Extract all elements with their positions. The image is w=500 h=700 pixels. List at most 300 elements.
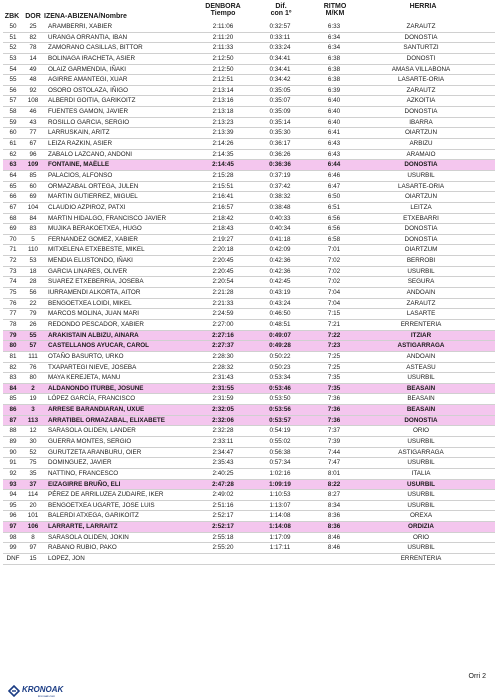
cell-name: URANGA ORRANTIA, IBAN [48, 33, 128, 41]
cell-dif: 0:43:24 [269, 299, 291, 307]
cell-name: MARTIN GUTIERREZ, MIGUEL [48, 193, 138, 201]
cell-dor: 56 [29, 289, 37, 297]
cell-ritmo: 6:46 [327, 171, 341, 179]
cell-dif: 1:09:19 [269, 480, 291, 488]
table-row [3, 458, 495, 469]
cell-time: 2:27:37 [212, 342, 234, 350]
cell-zbk: 66 [9, 193, 17, 201]
cell-dif: 0:53:46 [269, 384, 291, 392]
cell-zbk: 79 [9, 331, 17, 339]
cell-dif: 0:46:50 [269, 310, 291, 318]
cell-ritmo: 6:43 [327, 140, 341, 148]
cell-ritmo: 7:02 [327, 257, 341, 265]
cell-herria: DONOSTIA [404, 161, 438, 169]
cell-zbk: 57 [9, 97, 17, 105]
cell-ritmo: 8:46 [327, 533, 341, 541]
table-header [0, 2, 500, 22]
cell-dif: 0:41:18 [269, 235, 291, 243]
cell-time: 2:52:17 [212, 512, 234, 520]
table-row [3, 75, 495, 86]
cell-herria: ANDOAIN [406, 289, 436, 297]
cell-time: 2:21:33 [212, 299, 234, 307]
cell-herria: USURBIL [407, 480, 435, 488]
cell-zbk: 98 [9, 533, 17, 541]
cell-dor: 35 [29, 469, 37, 477]
cell-herria: ETXEBARRI [403, 214, 439, 222]
cell-time: 2:27:16 [212, 331, 234, 339]
cell-dor: 55 [29, 331, 37, 339]
cell-herria: DONOSTIA [404, 235, 438, 243]
cell-zbk: 82 [9, 363, 17, 371]
cell-dif: 0:38:48 [269, 203, 291, 211]
cell-name: LOPEZ, JON [48, 555, 85, 563]
cell-time: 2:13:23 [212, 118, 234, 126]
table-row [3, 256, 495, 267]
cell-herria: ANDOAIN [406, 352, 436, 360]
cell-time: 2:15:51 [212, 182, 234, 190]
cell-ritmo: 8:01 [327, 469, 341, 477]
cell-dif: 0:40:34 [269, 225, 291, 233]
cell-dif: 1:13:07 [269, 501, 291, 509]
cell-ritmo: 6:58 [327, 235, 341, 243]
kronoak-logo [8, 684, 68, 698]
cell-zbk: 97 [9, 523, 17, 531]
cell-herria: USURBIL [407, 544, 435, 552]
cell-ritmo: 6:39 [327, 86, 341, 94]
table-row [3, 128, 495, 139]
cell-ritmo: 6:40 [327, 97, 341, 105]
cell-dor: 97 [29, 544, 37, 552]
table-row [3, 245, 495, 256]
cell-name: FONTAINE, MAËLLE [48, 161, 110, 169]
cell-zbk: 72 [9, 257, 17, 265]
cell-ritmo: 6:34 [327, 33, 341, 41]
table-row [3, 394, 495, 405]
cell-dor: 14 [29, 54, 37, 62]
cell-time: 2:16:41 [212, 193, 234, 201]
cell-dif: 0:53:56 [269, 406, 291, 414]
cell-dor: 79 [29, 310, 37, 318]
cell-zbk: 68 [9, 214, 17, 222]
cell-dif: 1:10:53 [269, 491, 291, 499]
cell-herria: DONOSTIA [404, 33, 438, 41]
cell-name: LARRUSKAIN, ARITZ [48, 129, 110, 137]
cell-name: ALBERDI GOITIA, GARIKOITZ [48, 97, 136, 105]
cell-name: MARCOS MOLINA, JUAN MARI [48, 310, 139, 318]
cell-dor: 20 [29, 501, 37, 509]
cell-dor: 80 [29, 374, 37, 382]
cell-dif: 0:36:26 [269, 150, 291, 158]
cell-name: OSORO OSTOLAZA, IÑIGO [48, 86, 129, 94]
cell-zbk: 95 [9, 501, 17, 509]
cell-dif: 1:17:11 [269, 544, 291, 552]
cell-ritmo: 8:27 [327, 491, 341, 499]
cell-dif: 1:14:08 [269, 523, 291, 531]
cell-zbk: 86 [9, 406, 17, 414]
cell-herria: AMASA VILLABONA [391, 65, 451, 73]
cell-time: 2:40:25 [212, 469, 234, 477]
cell-time: 2:15:28 [212, 171, 234, 179]
table-row [3, 65, 495, 76]
cell-time: 2:20:54 [212, 278, 234, 286]
cell-zbk: 60 [9, 129, 17, 137]
cell-name: GURUTZETA ARANBURU, OIER [48, 448, 142, 456]
cell-ritmo: 6:41 [327, 129, 341, 137]
cell-zbk: 96 [9, 512, 17, 520]
table-row [3, 320, 495, 331]
cell-herria: SANTURTZI [403, 44, 439, 52]
cell-herria: DONOSTIA [404, 416, 438, 424]
cell-name: REDONDO PESCADOR, XABIER [48, 320, 144, 328]
cell-dif: 0:34:41 [269, 65, 291, 73]
cell-dif: 0:42:45 [269, 278, 291, 286]
cell-zbk: 50 [9, 23, 17, 30]
cell-dor: 104 [27, 203, 39, 211]
table-row [3, 384, 495, 395]
cell-ritmo: 8:46 [327, 544, 341, 552]
cell-herria: OIARTZUN [404, 129, 438, 137]
cell-ritmo: 7:36 [327, 416, 341, 424]
cell-zbk: 55 [9, 76, 17, 84]
cell-dor: 3 [31, 406, 35, 414]
cell-time: 2:34:47 [212, 448, 234, 456]
cell-dif: 0:37:19 [269, 171, 291, 179]
col-header-ritmo [310, 3, 360, 17]
logo-subtext: kronoak.com [38, 694, 56, 698]
cell-ritmo: 6:33 [327, 23, 341, 30]
cell-dor: 76 [29, 363, 37, 371]
cell-ritmo: 6:40 [327, 118, 341, 126]
cell-time: 2:13:16 [212, 97, 234, 105]
cell-name: DOMINGUEZ, JAVIER [48, 459, 112, 467]
cell-ritmo: 6:43 [327, 150, 341, 158]
col-header-dif-line1: Dif. [275, 3, 287, 10]
cell-herria: BEASAIN [406, 384, 436, 392]
cell-dor: 82 [29, 33, 37, 41]
cell-dif: 0:33:11 [269, 33, 291, 41]
col-header-ritmo-line1: RITMO [323, 3, 347, 10]
cell-zbk: 76 [9, 299, 17, 307]
table-row [3, 352, 495, 363]
cell-ritmo: 7:35 [327, 384, 341, 392]
cell-dif: 0:57:34 [269, 459, 291, 467]
cell-dif: 0:32:57 [269, 23, 291, 30]
table-row [3, 331, 495, 342]
cell-zbk: 56 [9, 86, 17, 94]
cell-dor: 83 [29, 225, 37, 233]
table-row [3, 341, 495, 352]
logo-text: KRONOAK [22, 685, 64, 694]
cell-name: LÓPEZ GARCÍA, FRANCISCO [48, 395, 136, 403]
cell-herria: ARAMAIO [406, 150, 436, 158]
cell-dor: 52 [29, 448, 37, 456]
cell-dif: 0:53:50 [269, 395, 291, 403]
cell-dif: 0:35:07 [269, 97, 291, 105]
cell-zbk: 59 [9, 118, 17, 126]
table-row [3, 490, 495, 501]
cell-name: RABANO RUBIO, PAKO [48, 544, 117, 552]
cell-dor: 69 [29, 193, 37, 201]
table-row [3, 267, 495, 278]
table-row [3, 543, 495, 554]
cell-zbk: 69 [9, 225, 17, 233]
cell-name: ZAMORANO CASILLAS, BITTOR [48, 44, 143, 52]
cell-dor: 96 [29, 150, 37, 158]
cell-ritmo: 8:36 [327, 512, 341, 520]
cell-dif: 1:17:09 [269, 533, 291, 541]
cell-zbk: DNF [6, 555, 20, 563]
cell-ritmo: 8:22 [327, 480, 341, 488]
cell-zbk: 89 [9, 437, 17, 445]
cell-zbk: 81 [9, 352, 17, 360]
cell-herria: ERRENTERIA [400, 555, 442, 563]
cell-ritmo: 6:44 [327, 161, 341, 169]
cell-ritmo: 8:36 [327, 523, 341, 531]
cell-dif: 0:56:38 [269, 448, 291, 456]
cell-name: SUAREZ ETXEBERRIA, JOSEBA [48, 278, 144, 286]
cell-herria: DONOSTI [406, 54, 436, 62]
cell-dor: 75 [29, 459, 37, 467]
cell-dif: 0:36:17 [269, 140, 291, 148]
cell-dif: 0:35:09 [269, 108, 291, 116]
cell-time: 2:32:28 [212, 427, 234, 435]
table-row [3, 299, 495, 310]
cell-herria: USURBIL [407, 459, 435, 467]
table-row [3, 309, 495, 320]
cell-name: LEIZA RAZKIN, ASIER [48, 140, 113, 148]
cell-time: 2:13:14 [212, 86, 234, 94]
cell-name: LARRARTE, LARRAITZ [48, 523, 118, 531]
cell-herria: USURBIL [407, 267, 435, 275]
cell-dif: 0:49:28 [269, 342, 291, 350]
cell-name: EIZAGIRRE BRUÑO, ELI [48, 480, 121, 488]
cell-dor: 22 [29, 299, 37, 307]
cell-time: 2:32:05 [212, 406, 234, 414]
table-row [3, 96, 495, 107]
cell-zbk: 99 [9, 544, 17, 552]
cell-zbk: 64 [9, 171, 17, 179]
table-row [3, 511, 495, 522]
cell-name: SARASOLA OLIDEN, JOKIN [48, 533, 129, 541]
cell-ritmo: 7:02 [327, 267, 341, 275]
cell-dor: 43 [29, 118, 37, 126]
table-row [3, 33, 495, 44]
cell-zbk: 63 [9, 161, 17, 169]
cell-dif: 0:33:24 [269, 44, 291, 52]
cell-time: 2:13:39 [212, 129, 234, 137]
table-row [3, 533, 495, 544]
cell-herria: ASTIGARRAGA [397, 342, 445, 350]
cell-herria: IBARRA [409, 118, 433, 126]
cell-ritmo: 7:23 [327, 342, 341, 350]
table-row [3, 22, 495, 33]
cell-ritmo: 7:15 [327, 310, 341, 318]
cell-herria: ORDIZIA [408, 523, 434, 531]
table-row [3, 426, 495, 437]
cell-dor: 8 [31, 533, 35, 541]
cell-dor: 111 [28, 352, 38, 360]
cell-time: 2:47:28 [212, 480, 234, 488]
table-row [3, 171, 495, 182]
cell-herria: ZARAUTZ [406, 23, 436, 30]
cell-ritmo: 7:36 [327, 395, 341, 403]
cell-name: GARCIA LINARES, OLIVER [48, 267, 128, 275]
cell-herria: AZKOITIA [406, 97, 436, 105]
cell-time: 2:28:32 [212, 363, 234, 371]
cell-name: NATTINO, FRANCESCO [48, 469, 119, 477]
cell-name: AGIRRE AMANTEGI, XUAR [48, 76, 128, 84]
cell-herria: ITALIA [411, 469, 431, 477]
cell-dif: 0:42:09 [269, 246, 291, 254]
cell-herria: ORIO [412, 533, 430, 541]
cell-name: ARAMBERRI, XABIER [48, 23, 113, 30]
cell-herria: ITZIAR [410, 331, 432, 339]
table-row [3, 107, 495, 118]
logo-icon [8, 685, 20, 697]
cell-dif: 0:38:32 [269, 193, 291, 201]
cell-herria: BEASAIN [407, 395, 435, 403]
cell-dor: 77 [29, 129, 37, 137]
cell-dor: 85 [29, 171, 37, 179]
cell-name: OLAIZ GARMENDIA, IÑAKI [48, 65, 127, 73]
cell-ritmo: 7:21 [327, 320, 341, 328]
cell-zbk: 73 [9, 267, 17, 275]
cell-dor: 15 [29, 555, 37, 563]
cell-name: IURRAMENDI ALKORTA, AITOR [48, 289, 141, 297]
cell-ritmo: 7:39 [327, 437, 341, 445]
cell-dif: 0:48:51 [269, 320, 291, 328]
table-row [3, 437, 495, 448]
cell-time: 2:13:18 [212, 108, 234, 116]
table-row [3, 554, 495, 565]
cell-name: FERNANDEZ GOMEZ, XABIER [48, 235, 138, 243]
cell-herria: DONOSTIA [404, 108, 438, 116]
cell-time: 2:19:27 [212, 235, 234, 243]
cell-dif: 0:43:19 [269, 289, 291, 297]
cell-name: CASTELLANOS AYUCAR, CAROL [48, 342, 149, 350]
cell-zbk: 80 [9, 342, 17, 350]
cell-ritmo: 7:25 [327, 363, 341, 371]
cell-zbk: 91 [9, 459, 17, 467]
table-row [3, 118, 495, 129]
cell-dor: 12 [29, 427, 37, 435]
cell-name: ARRATIBEL ORMAZABAL, ELIXABETE [48, 416, 165, 424]
cell-dif: 0:42:36 [269, 267, 291, 275]
cell-time: 2:31:43 [212, 374, 234, 382]
cell-name: BALERDI ATXEGA, GARIKOITZ [48, 512, 139, 520]
results-table [3, 22, 495, 565]
cell-time: 2:18:43 [212, 225, 234, 233]
col-header-dif-line2: con 1º [270, 10, 292, 17]
cell-dor: 53 [29, 257, 37, 265]
cell-dor: 5 [31, 235, 35, 243]
cell-time: 2:18:42 [212, 214, 234, 222]
cell-dif: 0:35:30 [269, 129, 291, 137]
table-row [3, 288, 495, 299]
cell-name: BENGOETXEA LOIDI, MIKEL [48, 299, 132, 307]
cell-name: FUENTES GAMON, JAVIER [48, 108, 129, 116]
cell-zbk: 94 [9, 491, 17, 499]
cell-herria: SEGURA [407, 278, 435, 286]
cell-zbk: 75 [9, 289, 17, 297]
cell-dif: 0:50:22 [269, 352, 291, 360]
cell-time: 2:11:33 [212, 44, 234, 52]
cell-dor: 106 [27, 523, 39, 531]
cell-ritmo: 6:47 [327, 182, 341, 190]
col-header-herria: HERRIA [409, 3, 437, 10]
cell-ritmo: 7:04 [327, 299, 341, 307]
cell-dif: 0:49:07 [269, 331, 291, 339]
table-row [3, 373, 495, 384]
cell-zbk: 90 [9, 448, 17, 456]
cell-time: 2:31:55 [212, 384, 234, 392]
cell-dif: 1:02:16 [269, 469, 291, 477]
cell-ritmo: 7:25 [327, 352, 341, 360]
cell-dif: 0:34:41 [269, 54, 291, 62]
table-row [3, 363, 495, 374]
cell-dor: 92 [29, 86, 37, 94]
cell-time: 2:16:57 [212, 203, 234, 211]
cell-dif: 0:55:02 [269, 437, 291, 445]
cell-dif: 0:34:42 [269, 76, 291, 84]
col-header-ritmo-line2: M/KM [325, 10, 345, 17]
cell-herria: USURBIL [407, 437, 435, 445]
cell-name: CLAUDIO AZPIROZ, PATXI [48, 203, 126, 211]
cell-zbk: 58 [9, 108, 17, 116]
col-header-dif [256, 3, 306, 17]
cell-name: GUERRA MONTES, SERGIO [48, 437, 132, 445]
cell-name: ORMAZABAL ORTEGA, JULEN [48, 182, 139, 190]
cell-name: SARASOLA OLIDEN, LANDER [48, 427, 136, 435]
cell-zbk: 77 [9, 310, 17, 318]
cell-dor: 101 [27, 512, 39, 520]
cell-dor: 2 [31, 384, 35, 392]
page-number: Orri 2 [468, 673, 486, 680]
cell-herria: USURBIL [407, 171, 435, 179]
cell-zbk: 92 [9, 469, 17, 477]
cell-ritmo: 6:34 [327, 44, 341, 52]
cell-zbk: 78 [9, 320, 17, 328]
cell-time: 2:12:50 [212, 65, 234, 73]
cell-zbk: 74 [9, 278, 17, 286]
cell-herria: ZARAUTZ [406, 299, 436, 307]
cell-dor: 25 [29, 23, 37, 30]
col-header-dor: DOR [25, 13, 41, 20]
cell-dif: 1:14:08 [269, 512, 291, 520]
cell-ritmo: 8:34 [327, 501, 341, 509]
cell-dor: 30 [29, 437, 37, 445]
table-row [3, 139, 495, 150]
cell-zbk: 67 [9, 203, 17, 211]
cell-ritmo: 7:04 [327, 289, 341, 297]
cell-dif: 0:53:57 [269, 416, 291, 424]
table-row [3, 405, 495, 416]
cell-name: MAYA KEREJETA, MANU [48, 374, 121, 382]
cell-herria: DONOSTIA [404, 225, 438, 233]
cell-dif: 0:35:14 [269, 118, 291, 126]
cell-name: ROSILLO GARCIA, SERGIO [48, 118, 130, 126]
cell-time: 2:20:45 [212, 257, 234, 265]
cell-herria: BERROBI [406, 257, 436, 265]
cell-dor: 46 [29, 108, 37, 116]
cell-dif: 0:54:19 [269, 427, 291, 435]
table-row [3, 54, 495, 65]
cell-dor: 19 [29, 395, 37, 403]
cell-time: 2:11:20 [212, 33, 234, 41]
cell-herria: LASARTE [406, 310, 436, 318]
cell-time: 2:55:18 [212, 533, 234, 541]
cell-name: MARTIN HIDALGO, FRANCISCO JAVIER [48, 214, 167, 222]
